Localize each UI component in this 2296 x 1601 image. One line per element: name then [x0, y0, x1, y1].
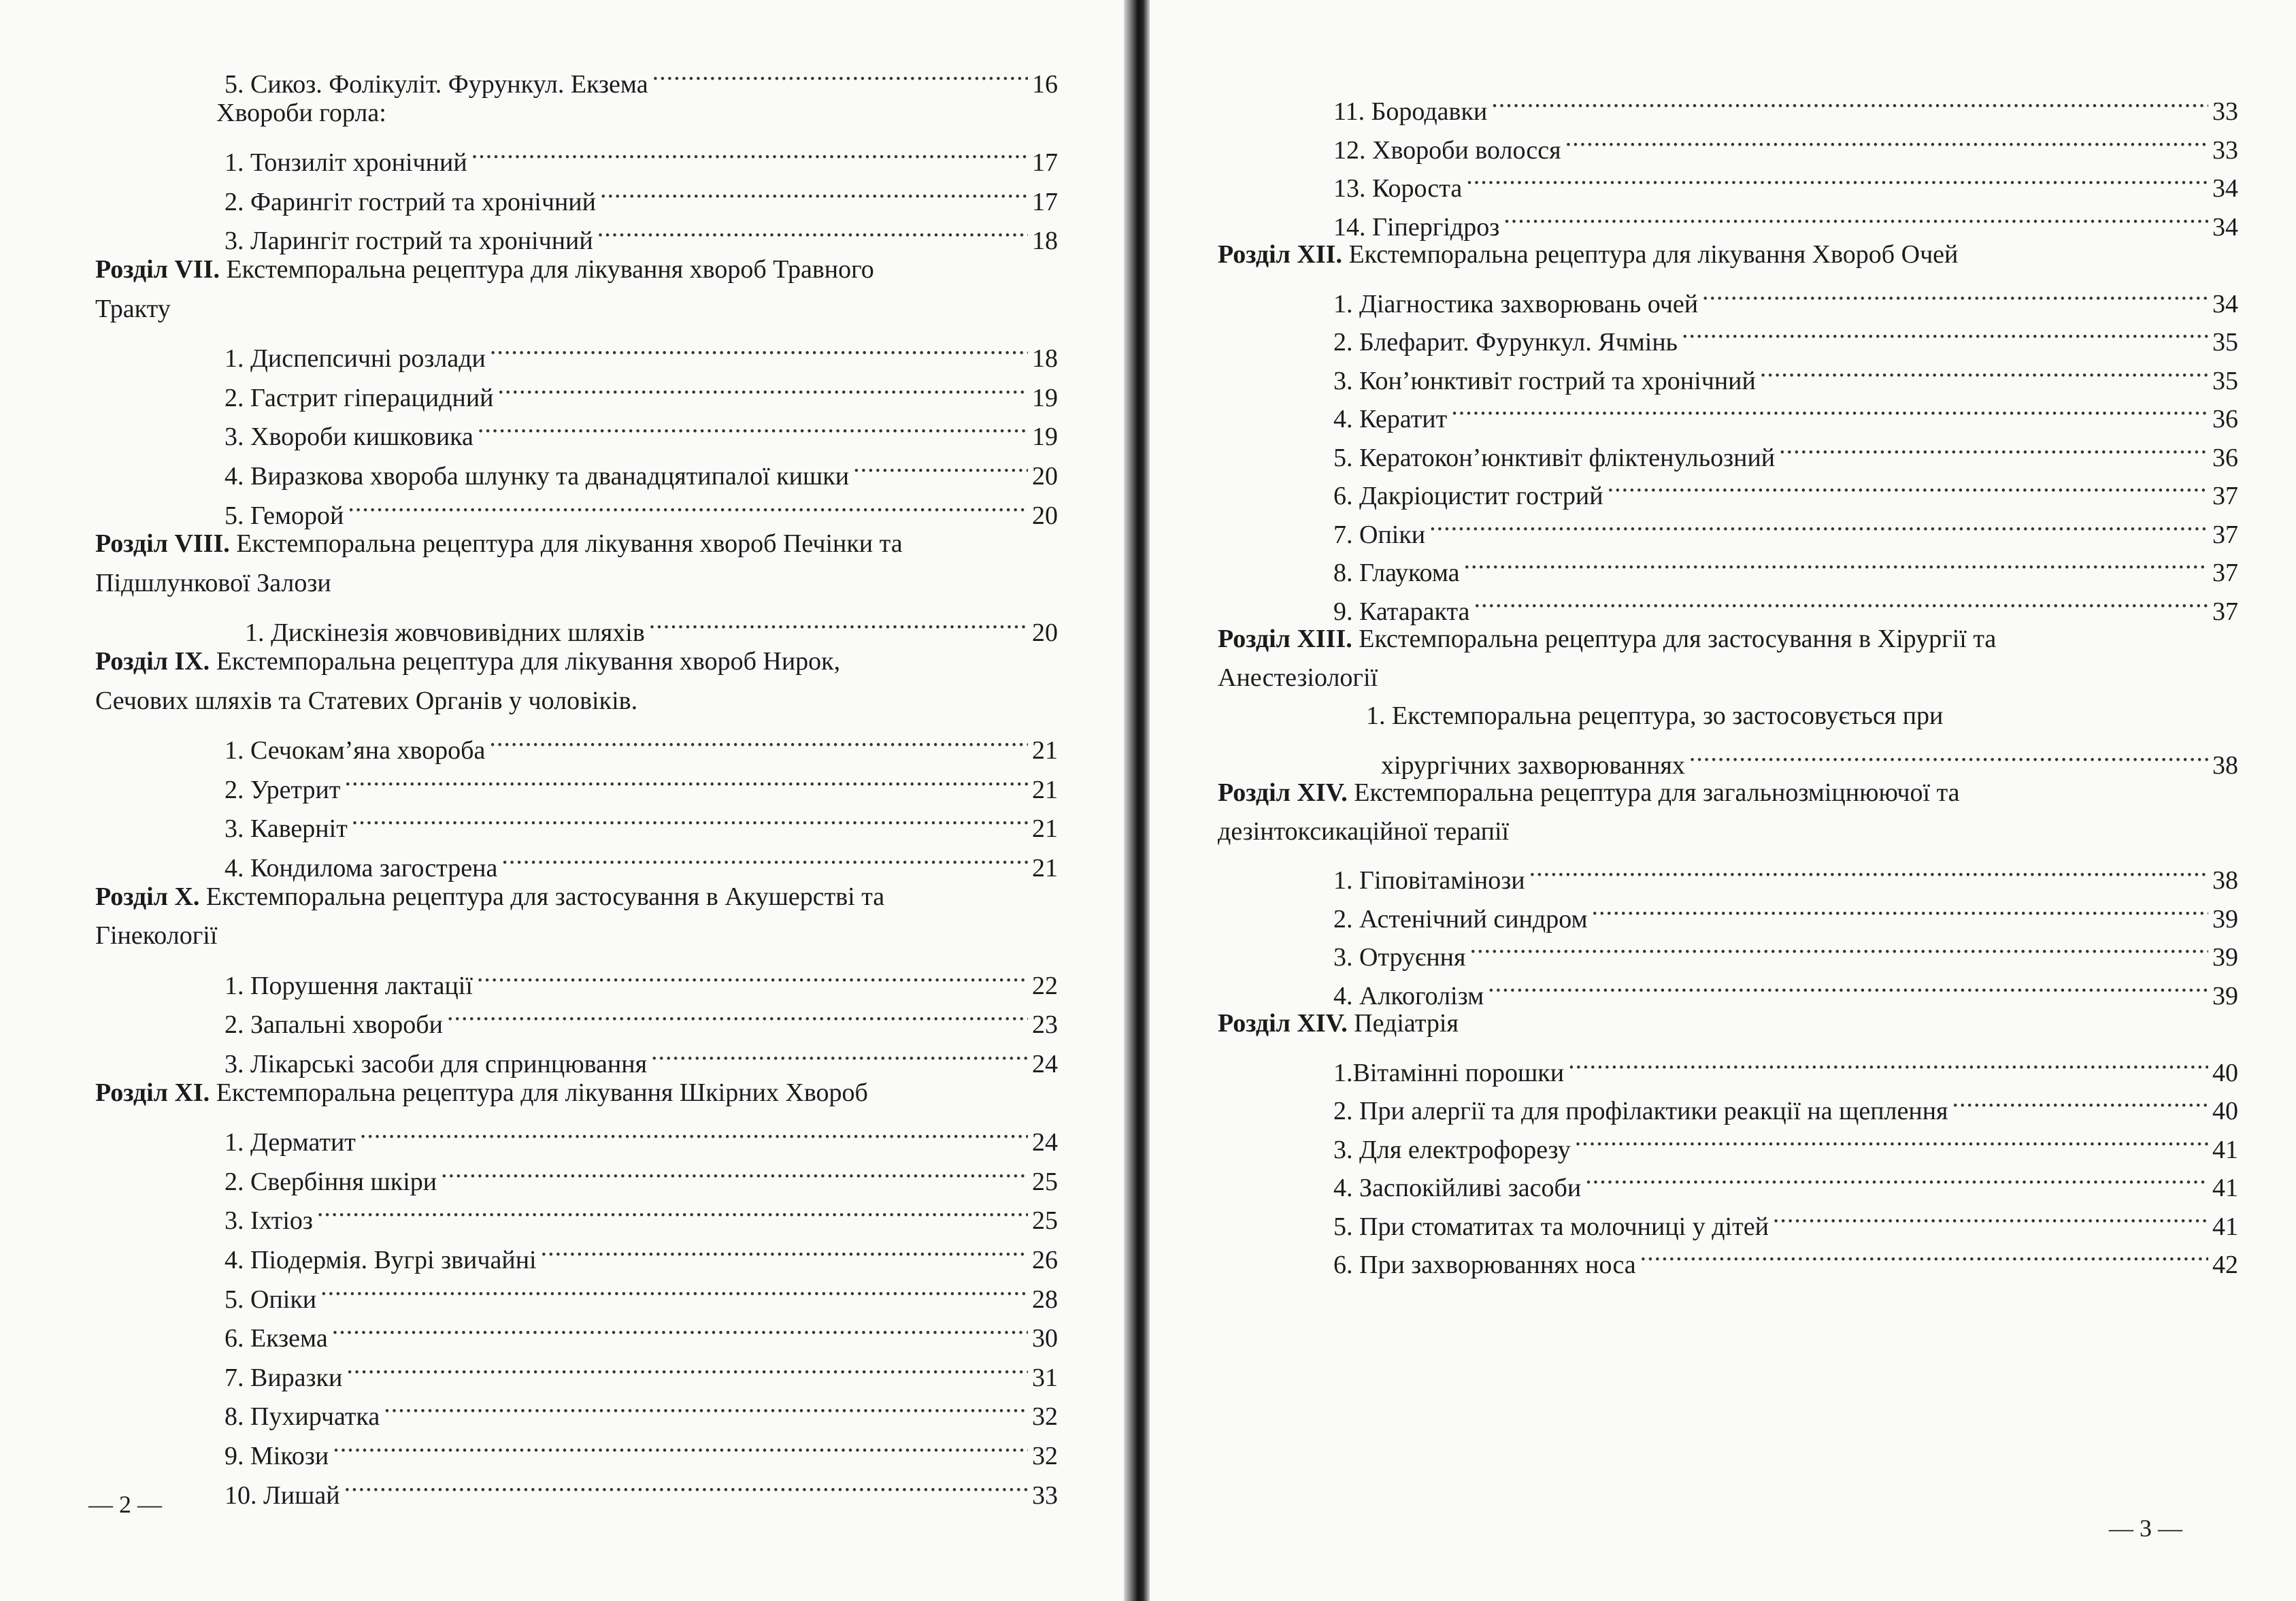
dot-leader [344, 1466, 1028, 1504]
toc-entry [1333, 312, 2238, 357]
toc-entry-title: 12. Хвороби волосся [1333, 135, 1561, 165]
toc-entry-title: 4. Алкоголізм [1333, 981, 1484, 1010]
toc-entry-page: 39 [2212, 904, 2238, 934]
toc-text-line: Хвороби горла: [216, 98, 386, 127]
toc-entry-title: 11. Бородавки [1333, 97, 1488, 126]
toc-entry-title: 2. Фарингіт гострий та хронічний [224, 187, 596, 216]
toc-entry [224, 956, 1058, 1000]
dot-leader [1565, 120, 2208, 159]
toc-entry [1333, 927, 2238, 972]
toc-entry-title: 6. Дакріоцистит гострий [1333, 482, 1603, 510]
dot-leader [346, 1348, 1028, 1386]
toc-entry [1381, 736, 2238, 780]
toc-entry-title: 9. Катаракта [1333, 597, 1470, 626]
toc-entry [224, 1191, 1058, 1236]
right-table-of-contents [1150, 0, 2296, 1601]
section-title: Екстемпоральна рецептура для лікування Шкірних Хвороб [216, 1078, 868, 1107]
section-heading [95, 1074, 868, 1112]
toc-entry-page: 37 [2212, 559, 2238, 587]
dot-leader [1682, 312, 2208, 350]
toc-entry [1333, 351, 2238, 395]
toc-entry [1333, 1043, 2238, 1087]
toc-entry-page: 37 [2212, 482, 2238, 510]
toc-entry [1333, 1081, 2238, 1125]
toc-entry [224, 1152, 1058, 1196]
toc-entry-title: 13. Короста [1333, 174, 1463, 203]
dot-leader [498, 368, 1029, 406]
dot-leader [317, 1191, 1028, 1229]
section-title: Екстемпоральна рецептура для загальнозміцнюючої та [1354, 778, 1960, 807]
toc-entry [245, 603, 1058, 648]
section-label: Розділ VII. [95, 255, 220, 284]
dot-leader [1568, 1043, 2208, 1081]
section-heading [95, 250, 874, 288]
dot-leader [344, 760, 1028, 798]
toc-text-line: Підшлункової Залози [95, 568, 331, 597]
toc-entry [224, 1466, 1058, 1510]
toc-entry [1333, 82, 2238, 126]
toc-entry-page: 37 [2212, 597, 2238, 626]
dot-leader [333, 1426, 1028, 1464]
toc-entry [1333, 1120, 2238, 1164]
toc-entry [1333, 1197, 2238, 1241]
toc-entry [224, 1230, 1058, 1274]
toc-entry-page: 28 [1032, 1285, 1058, 1314]
section-heading [95, 642, 840, 680]
section-label: Розділ XII. [1218, 240, 1342, 269]
toc-entry-page: 30 [1032, 1324, 1058, 1353]
toc-entry-page: 33 [1032, 1481, 1058, 1510]
left-table-of-contents [0, 0, 1124, 1601]
toc-entry [224, 211, 1058, 256]
section-label: Розділ XIV. [1218, 778, 1348, 807]
toc-entry-title: 6. При захворюваннях носа [1333, 1251, 1636, 1279]
toc-entry-title: 1. Дискінезія жовчовивідних шляхів [245, 618, 645, 648]
toc-entry [224, 172, 1058, 216]
toc-entry-title: 3. Для електрофорезу [1333, 1135, 1571, 1164]
toc-entry-page: 34 [2212, 174, 2238, 203]
toc-entry-title: 2. Гастрит гіперацидний [224, 383, 494, 412]
toc-entry-page: 41 [2212, 1135, 2238, 1164]
toc-entry-page: 25 [1032, 1206, 1058, 1236]
toc-entry-title: 3. Лікарські засоби для спринцювання [224, 1050, 648, 1078]
dot-leader [1608, 466, 2208, 504]
toc-entry [224, 1387, 1058, 1432]
dot-leader [441, 1152, 1028, 1190]
dot-leader [478, 407, 1028, 445]
dot-leader [1466, 159, 2208, 197]
toc-entry-page: 21 [1032, 736, 1058, 765]
section-label: Розділ XIV. [1218, 1009, 1348, 1038]
toc-entry [1333, 889, 2238, 934]
toc-entry [1333, 428, 2238, 472]
toc-entry-title: 5. Сикоз. Фолікуліт. Фурункул. Екзема [224, 70, 648, 99]
dot-leader [1640, 1235, 2208, 1273]
dot-leader [652, 54, 1028, 93]
toc-entry-page: 41 [2212, 1212, 2238, 1241]
toc-entry [1333, 582, 2238, 626]
toc-entry-page: 18 [1032, 344, 1058, 374]
toc-entry-title: хірургічних захворюваннях [1381, 750, 1685, 780]
dot-leader [1469, 927, 2208, 965]
toc-entry-page: 34 [2212, 289, 2238, 318]
toc-entry-page: 24 [1032, 1128, 1058, 1157]
dot-leader [1779, 428, 2208, 466]
dot-leader [1702, 274, 2208, 312]
toc-text-line: 1. Екстемпоральна рецептура, зо застосовується при [1366, 702, 1944, 730]
dot-leader [384, 1387, 1028, 1425]
toc-entry-page: 35 [2212, 366, 2238, 395]
dot-leader [1451, 389, 2208, 427]
toc-text-line: дезінтоксикаційної терапії [1218, 816, 1510, 846]
toc-entry-page: 41 [2212, 1174, 2238, 1202]
toc-entry [224, 799, 1058, 844]
dot-leader [490, 329, 1028, 367]
toc-entry-title: 1. Діагностика захворювань очей [1333, 289, 1699, 318]
toc-entry-page: 36 [2212, 405, 2238, 433]
toc-entry-title: 4. Заспокійливі засоби [1333, 1174, 1582, 1202]
toc-entry-page: 20 [1032, 462, 1058, 491]
section-title: Екстемпоральна рецептура для лікування хвороб Печінки та [236, 529, 903, 559]
dot-leader [1952, 1081, 2208, 1119]
section-label: Розділ VIII. [95, 529, 230, 559]
toc-entry [224, 995, 1058, 1040]
toc-entry [1333, 1158, 2238, 1202]
dot-leader [489, 721, 1028, 759]
toc-entry-page: 21 [1032, 775, 1058, 804]
toc-entry-title: 3. Іхтіоз [224, 1206, 313, 1236]
toc-entry [1333, 120, 2238, 165]
toc-entry [224, 721, 1058, 765]
section-title: Екстемпоральна рецептура для лікування хвороб Травного [226, 255, 874, 284]
toc-entry [1333, 1235, 2238, 1279]
toc-entry-page: 25 [1032, 1167, 1058, 1196]
dot-leader [1463, 543, 2208, 581]
toc-entry-page: 38 [2212, 750, 2238, 780]
toc-entry-page: 21 [1032, 814, 1058, 844]
toc-entry-page: 38 [2212, 866, 2238, 895]
toc-entry-title: 4. Кондилома загострена [224, 854, 498, 882]
dot-leader [1474, 582, 2208, 620]
toc-entry-page: 20 [1032, 501, 1058, 530]
toc-entry [224, 407, 1058, 452]
toc-entry [224, 838, 1058, 882]
toc-text-line: Тракту [95, 294, 171, 323]
toc-entry [1333, 505, 2238, 549]
toc-entry-title: 2. Астенічний синдром [1333, 904, 1588, 934]
dot-leader [1529, 851, 2208, 889]
toc-entry [224, 486, 1058, 530]
dot-leader [320, 1270, 1028, 1308]
toc-entry-title: 2. Блефарит. Фурункул. Ячмінь [1333, 328, 1678, 357]
toc-entry-page: 39 [2212, 981, 2238, 1010]
toc-entry-page: 17 [1032, 187, 1058, 216]
toc-entry-page: 23 [1032, 1010, 1058, 1040]
dot-leader [1592, 889, 2208, 927]
toc-entry [224, 1348, 1058, 1392]
dot-leader [649, 603, 1028, 641]
toc-entry-title: 1. Дерматит [224, 1128, 356, 1157]
toc-entry-page: 16 [1032, 70, 1058, 99]
toc-text-line: Анестезіології [1218, 663, 1378, 692]
toc-entry-page: 39 [2212, 943, 2238, 972]
section-label: Розділ IX. [95, 647, 210, 676]
toc-entry-page: 32 [1032, 1442, 1058, 1470]
toc-entry-page: 19 [1032, 383, 1058, 412]
toc-entry-title: 7. Виразки [224, 1363, 343, 1392]
toc-entry-title: 2. Уретрит [224, 775, 341, 804]
book-spine [1124, 0, 1150, 1601]
toc-entry [1333, 389, 2238, 433]
toc-entry-page: 22 [1032, 971, 1058, 1000]
section-heading [95, 525, 903, 563]
toc-entry [224, 1308, 1058, 1353]
toc-entry-title: 1. Порушення лактації [224, 971, 473, 1000]
toc-entry [1333, 851, 2238, 895]
section-title: Екстемпоральна рецептура для лікування Хвороб Очей [1348, 240, 1959, 269]
dot-leader [1585, 1158, 2208, 1196]
toc-entry [1333, 966, 2238, 1010]
toc-entry-title: 10. Лишай [224, 1481, 340, 1510]
right-page [1150, 0, 2296, 1601]
toc-entry-title: 3. Ларингіт гострий та хронічний [224, 227, 593, 256]
dot-leader [597, 211, 1028, 249]
dot-leader [1575, 1120, 2208, 1158]
toc-text-line: Гінекології [95, 921, 218, 951]
dot-leader [541, 1230, 1028, 1268]
section-heading [1218, 235, 1958, 274]
toc-entry-title: 5. Опіки [224, 1285, 317, 1314]
toc-entry [224, 1034, 1058, 1078]
section-label: Розділ XIII. [1218, 625, 1352, 653]
toc-entry-title: 3. Хвороби кишковика [224, 423, 473, 452]
toc-entry-title: 3. Каверніт [224, 814, 348, 844]
toc-entry-page: 33 [2212, 135, 2238, 165]
toc-entry-title: 1. Гіповітамінози [1333, 866, 1525, 895]
dot-leader [651, 1034, 1028, 1072]
section-title: Педіатрія [1354, 1009, 1459, 1038]
toc-entry-title: 5. При стоматитах та молочниці у дітей [1333, 1212, 1769, 1241]
toc-entry [1333, 466, 2238, 510]
toc-entry-title: 2. При алергії та для профілактики реакції на щеплення [1333, 1097, 1948, 1125]
toc-entry-title: 3. Отруєння [1333, 943, 1466, 972]
dot-leader [1488, 966, 2208, 1004]
section-label: Розділ X. [95, 882, 200, 911]
toc-entry-page: 26 [1032, 1246, 1058, 1274]
toc-entry-page: 19 [1032, 423, 1058, 452]
toc-entry-page: 42 [2212, 1251, 2238, 1279]
toc-entry-page: 21 [1032, 854, 1058, 882]
dot-leader [1689, 736, 2208, 774]
toc-entry-page: 35 [2212, 328, 2238, 357]
toc-entry-page: 20 [1032, 618, 1058, 648]
toc-entry [1333, 274, 2238, 318]
toc-entry-title: 4. Кератит [1333, 405, 1448, 433]
section-title: Екстемпоральна рецептура для застосування в Хірургії та [1359, 625, 1997, 653]
toc-entry [1333, 543, 2238, 587]
section-title: Екстемпоральна рецептура для застосування в Акушерстві та [205, 882, 885, 911]
section-label: Розділ XI. [95, 1078, 210, 1107]
dot-leader [1429, 505, 2208, 543]
toc-entry-title: 2. Свербіння шкіри [224, 1167, 437, 1196]
toc-entry-title: 1.Вітамінні порошки [1333, 1058, 1565, 1087]
toc-entry-page: 32 [1032, 1402, 1058, 1432]
toc-entry-title: 8. Глаукома [1333, 559, 1460, 587]
toc-entry-page: 33 [2212, 97, 2238, 126]
toc-text-line: Сечових шляхів та Статевих Органів у чоловіків. [95, 686, 638, 715]
dot-leader [600, 172, 1028, 210]
dot-leader [1491, 82, 2208, 120]
toc-entry-title: 5. Кератокон’юнктивіт фліктенульозний [1333, 443, 1776, 472]
dot-leader [348, 486, 1028, 524]
toc-entry [224, 54, 1058, 99]
toc-entry-page: 40 [2212, 1058, 2238, 1087]
toc-entry [1333, 159, 2238, 203]
section-heading [1218, 1004, 1459, 1042]
toc-entry [224, 760, 1058, 804]
dot-leader [501, 838, 1028, 876]
toc-entry-page: 37 [2212, 520, 2238, 549]
toc-entry [224, 1426, 1058, 1470]
toc-entry-title: 1. Диспепсичні розлади [224, 344, 486, 374]
left-page-number: — 2 — [88, 1491, 162, 1518]
section-heading [1218, 620, 1996, 658]
dot-leader [1773, 1197, 2208, 1235]
toc-entry-page: 34 [2212, 212, 2238, 242]
dot-leader [447, 995, 1028, 1033]
toc-entry-title: 14. Гіпергідроз [1333, 212, 1500, 242]
toc-entry-title: 6. Екзема [224, 1324, 328, 1353]
dot-leader [1503, 197, 2208, 235]
toc-entry-title: 3. Кон’юнктивіт гострий та хронічний [1333, 366, 1756, 395]
toc-entry-page: 24 [1032, 1050, 1058, 1078]
toc-entry [224, 329, 1058, 374]
toc-entry [224, 1270, 1058, 1314]
toc-entry-page: 40 [2212, 1097, 2238, 1125]
toc-entry-title: 5. Геморой [224, 501, 344, 530]
toc-entry [224, 368, 1058, 412]
toc-entry-title: 7. Опіки [1333, 520, 1426, 549]
dot-leader [360, 1112, 1028, 1151]
toc-entry-title: 8. Пухирчатка [224, 1402, 380, 1432]
toc-entry-title: 2. Запальні хвороби [224, 1010, 443, 1040]
section-title: Екстемпоральна рецептура для лікування хвороб Нирок, [216, 647, 841, 676]
dot-leader [352, 799, 1028, 837]
dot-leader [853, 446, 1028, 484]
toc-entry-page: 17 [1032, 148, 1058, 178]
dot-leader [477, 956, 1028, 994]
toc-entry-page: 36 [2212, 443, 2238, 472]
toc-entry-title: 9. Мікози [224, 1442, 329, 1470]
toc-entry-page: 31 [1032, 1363, 1058, 1392]
dot-leader [1760, 351, 2208, 389]
toc-entry-title: 4. Піодермія. Вугрі звичайні [224, 1246, 537, 1274]
section-heading [95, 878, 884, 916]
toc-entry-page: 18 [1032, 227, 1058, 256]
toc-entry [224, 133, 1058, 178]
right-page-number: — 3 — [2109, 1515, 2182, 1542]
toc-entry-title: 1. Тонзиліт хронічний [224, 148, 467, 178]
toc-entry [224, 1112, 1058, 1157]
dot-leader [332, 1308, 1028, 1347]
toc-entry [224, 446, 1058, 491]
toc-entry-title: 4. Виразкова хвороба шлунку та дванадцятипалої кишки [224, 462, 850, 491]
left-page [0, 0, 1124, 1601]
toc-entry-title: 1. Сечокам’яна хвороба [224, 736, 486, 765]
dot-leader [471, 133, 1028, 171]
toc-entry [1333, 197, 2238, 242]
section-heading [1218, 774, 1960, 812]
